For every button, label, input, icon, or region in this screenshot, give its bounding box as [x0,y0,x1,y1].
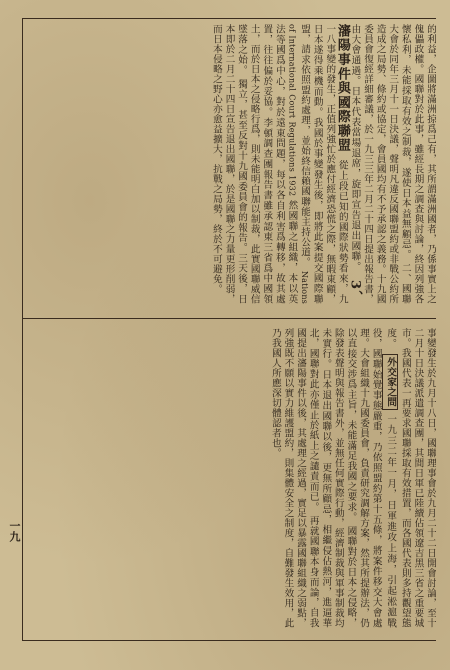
paragraph: 的利益，企圖將滿洲掠爲己有，其所謂滿洲國者，乃係事實上之傀儡政權。國聯對於此事，雖經長期之調查與討論，終因列強各懷私利，未能採取有效之制裁，遂使日本益無顧忌。 [399,24,436,304]
paragraph: 再就國聯本身而論，自我國提出瀋陽事件以後，其處理之經過，實足以暴露國聯組織之弱點，列強既不願以實力維護盟約，則集體安全之制度，自難發生效用，此乃我國人所應深切體認者也。 [269,328,319,628]
paragraph: 二、國聯大會於同年三月十一日決議，聲明凡違反國聯盟約或非戰公約所造成之局勢、條約或協定，會員國均有不予承認之義務。十九國委員會復經詳細審議，於一九三三年二月二十四日提出報告書，由大會通過。日本代表當場退席，旋即宣告退出國聯。 [349,24,411,304]
bottom-rule [22,640,436,641]
paragraph: 然國聯之組織，本以英法等國爲中心，對於遠東問題，每以各自利害爲轉移，故其處置，往往偏於妥協。李頓調查團報告書雖承認東三省爲中國領土，而於日本之侵略行爲，則未能明白加以制裁，此實國聯威信墜落之始。 [236,24,298,304]
page-number: 一九 [8,520,21,542]
left-margin-rule [22,18,23,640]
section-heading: 3、瀋陽事件與國際聯盟 [334,24,363,304]
boxed-phrase: 外交家之問 [382,354,399,410]
top-text-block [24,24,436,304]
middle-rule [22,318,436,319]
top-rule [22,18,436,19]
paragraph: 從上段已知的國際狀勢看來，九一八事變的發生，正值列強忙於應付經濟恐慌之際，無暇東顧，日本遂得乘機而動。我國於事變發生後，即將此案提交國際聯盟，請求依照盟約處理，並始終信賴國聯能主持公道。 [299,24,348,304]
latin-reference: Nations of International Court Regulations 1932 [287,24,310,304]
bottom-text-block [24,328,436,628]
paragraph: 一九三二年一月，日軍進攻上海，引起淞滬戰役，國聯始覺事態嚴重，乃依照盟約第十五條，將案件移交大會處理。大會組織十九國委員會，負責研究調解方案，然其所提辦法，仍以直接交涉爲主旨，未能滿足我國之要求。 [345,328,397,628]
paragraph: 國聯對於日本之侵略，除發表聲明與報告書外，並無任何實際行動，經濟制裁與軍事制裁均未實行。日本退出國聯以後，更無所顧忌，相繼侵佔熱河，進逼華北，國聯對此亦僅止於紙上之譴責而已。 [307,328,357,628]
paragraph: 事變發生於九月十八日，國聯理事會於九月二十二日開會討論，至十二月十日決議派遣調查團，其間日軍已陸續佔領遼吉黑三省之重要城市。我國代表一再要求國聯採取有效措置，而各國代表則多持觀望態度。 [385,328,436,628]
paragraph: 獨立，甚至反對十九國委員會的報告。三天後，日本即於二月二十四日宣告退出國聯，於是國聯之力量更形削弱，而日本侵略之野心亦愈益擴大，抗戰之局勢，終於不可避免。 [210,24,248,304]
